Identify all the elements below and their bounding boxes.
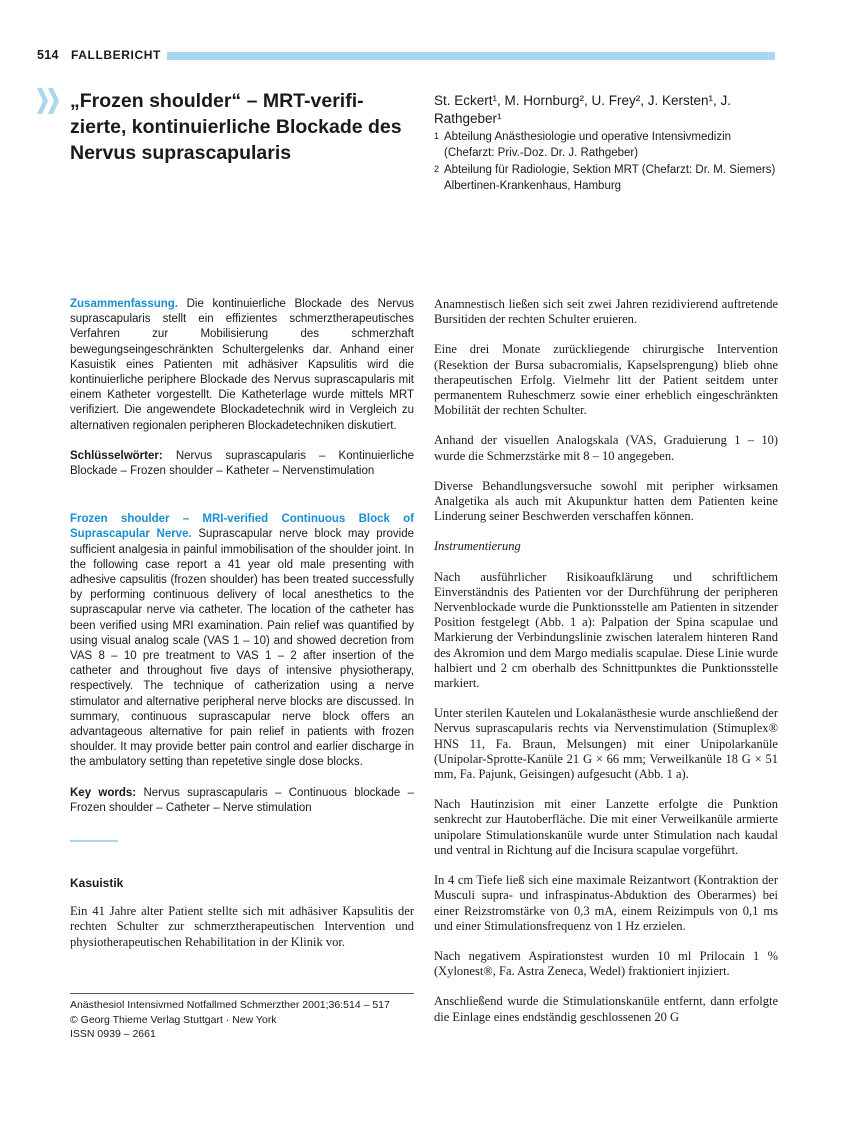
- article-title: „Frozen shoulder“ – MRT-verifizierte, kontinuierliche Blockade des Nervus suprascapularis: [70, 90, 402, 164]
- paragraph: Unter sterilen Kautelen und Lokalanästhesie wurde anschließend der Nervus suprascapularis rechts via Nervenstimulation (Stimuplex® HNS 11, Fa. Braun, Melsungen) mit einer Unipolarkanüle (Unipolar-Sprotte-Kanüle 21 G × 66 mm; Verweilkanüle 18 G × 51 mm, Fa. Pajunk, Geisingen) aufgesucht (Abb. 1 a).: [434, 706, 778, 782]
- page-number: 514: [37, 48, 59, 62]
- paragraph: Nach negativem Aspirationstest wurden 10 ml Prilocain 1 % (Xylonest®, Fa. Astra Zeneca, Wedel) fraktioniert injiziert.: [434, 948, 778, 979]
- publisher-line: © Georg Thieme Verlag Stuttgart · New York: [70, 1013, 277, 1026]
- double-chevron-icon: [37, 88, 61, 114]
- left-column: [70, 297, 414, 950]
- section-divider: [70, 840, 118, 842]
- abstract-german-heading: Zusammenfassung.: [70, 298, 178, 310]
- abstract-german: [70, 297, 414, 434]
- paragraph: Eine drei Monate zurückliegende chirurgische Intervention (Resektion der Bursa subacromialis, Kapselsprengung) blieb ohne therapeutischen Erfolg. Vielmehr litt der Patient seitdem unter permanentem Ruheschmerz sowie einer erheblich eingeschränkten Mobilität der rechten Schulter.: [434, 342, 778, 418]
- instrumentierung-subheading: Instrumentierung: [434, 539, 521, 554]
- affiliation-1: [434, 130, 779, 161]
- abstract-english-heading: Frozen shoulder – MRI-verified Continuous Block of Suprascapular Nerve.: [70, 513, 414, 541]
- issn-line: ISSN 0939 – 2661: [70, 1028, 156, 1040]
- journal-citation: Anästhesiol Intensivmed Notfallmed Schmerzther 2001;36:514 – 517: [70, 999, 390, 1011]
- paragraph: Diverse Behandlungsversuche sowohl mit peripher wirksamen Analgetika als auch mit Akupunktur hatten dem Patienten keine Linderung seiner Beschwerden verschaffen können.: [434, 478, 778, 524]
- keywords-german-label: Schlüsselwörter:: [70, 449, 163, 462]
- keywords-english: [70, 786, 414, 816]
- affiliation-text: Abteilung für Radiologie, Sektion MRT (Chefarzt: Dr. M. Siemers) Albertinen-Krankenhaus, Hamburg: [444, 164, 776, 192]
- paragraph: Nach Hautinzision mit einer Lanzette erfolgte die Punktion senkrecht zur Hautoberfläche. Die mit einer Verweilkanüle armierte unipolare Stimulationskanüle wurde unter Stimulation nach kaudal und ventral in Richtung auf die Incisura scapulae vorgeführt.: [434, 797, 778, 857]
- keywords-german-text: Nervus suprascapularis – Kontinuierliche Blockade – Frozen shoulder – Katheter – Nervenstimulation: [70, 449, 414, 478]
- kasuistik-heading: Kasuistik: [70, 876, 124, 891]
- section-label: FALLBERICHT: [71, 48, 161, 62]
- paragraph: Anamnestisch ließen sich seit zwei Jahren rezidivierend auftretende Bursitiden der rechten Schulter eruieren.: [434, 297, 778, 327]
- paragraph: Anhand der visuellen Analogskala (VAS, Graduierung 1 – 10) wurde die Schmerzstärke mit 8 – 10 angegeben.: [434, 433, 778, 463]
- right-column: [434, 297, 778, 1025]
- paragraph: In 4 cm Tiefe ließ sich eine maximale Reizantwort (Kontraktion der Musculi supra- und infraspinatus-Abduktion des Oberarmes) bei einer Reizstromstärke von 0,3 mA, einem Reizimpuls von 0,1 ms und einer Stimulationsfrequenz von 1 Hz erzielen.: [434, 873, 778, 933]
- kasuistik-paragraph: Ein 41 Jahre alter Patient stellte sich mit adhäsiver Kapsulitis der rechten Schulter zur schmerztherapeutischen Intervention und physiotherapeutischen Rehabilitation in der Klinik vor.: [70, 904, 414, 949]
- abstract-german-text: Die kontinuierliche Blockade des Nervus suprascapularis stellt ein effizientes schmerztherapeutisches Verfahren zur Mobilisierung des schmerzhaft bewegungseingeschränkten Schultergelenks dar. Anhand einer Kasuistik eines Patienten mit adhäsiver Kapsulitis wird die kontinuierliche periphere Blockade des Nervus suprascapularis mit einem Katheter vorgestellt. Die Katheterlage wurde mittels MRT verifiziert. Die angewendete Blockadetechnik wird in Vergleich zu alternativen regionalen peripheren Blockadetechniken diskutiert.: [70, 298, 414, 432]
- paragraph: Nach ausführlicher Risikoaufklärung und schriftlichem Einverständnis des Patienten vor der Durchführung der peripheren Nervenblockade wurde die Punktionsstelle am Patienten in sitzender Position festgelegt (Abb. 1 a): Palpation der Spina scapulae und Markierung der Verbindungslinie zwischen lateralem hinteren Rand des Akromion und dem Margo medialis scapulae. Diese Linie wurde halbiert und 2 cm oberhalb des Schnittpunktes die Punktionsstelle markiert.: [434, 569, 778, 691]
- citation-footer: [70, 993, 414, 1042]
- keywords-german: [70, 449, 414, 479]
- header-rule: [167, 52, 775, 60]
- affiliation-number: 2: [434, 164, 440, 174]
- affiliation-number: 1: [434, 131, 440, 141]
- abstract-english-text: Suprascapular nerve block may provide sufficient analgesia in painful immobilisation of the shoulder joint. In the following case report a 41 year old male presenting with adhesive capsulitis (frozen shoulder) has been treated successfully by performing continuous delivery of local anesthetics to the suprascapular nerve via catheter. The location of the catheter has been verified using MRI examination. Pain relief was quantified by using visual analog scale (VAS 1 – 10) and showed decretion from VAS 8 – 10 pre treatment to VAS 1 – 2 after insertion of the catheter and throughout five days of intensive physiotherapy, respectively. The technique of catherization using a nerve stimulator and alternative peripheral nerve blocks are discussed. In summary, continuous suprascapular nerve block offers an advantageous alternative for pain relief in patients with frozen shoulder. It may provide better pain control and earlier discharge in the ambulatory setting than repetetive single dose blocks.: [70, 528, 414, 769]
- paragraph: Anschließend wurde die Stimulationskanüle entfernt, dann erfolgte die Einlage eines endständig geschlossenen 20 G: [434, 994, 778, 1024]
- keywords-english-label: Key words:: [70, 786, 137, 799]
- author-list: St. Eckert¹, M. Hornburg², U. Frey², J. Kersten¹, J. Rathgeber¹: [434, 93, 732, 126]
- affiliation-text: Abteilung Anästhesiologie und operative Intensivmedizin (Chefarzt: Priv.-Doz. Dr. J. Rathgeber): [444, 131, 732, 159]
- affiliation-2: [434, 163, 779, 194]
- keywords-english-text: Nervus suprascapularis – Continuous blockade – Frozen shoulder – Catheter – Nerve stimulation: [70, 786, 414, 814]
- abstract-english: [70, 512, 414, 770]
- author-block: [434, 92, 779, 194]
